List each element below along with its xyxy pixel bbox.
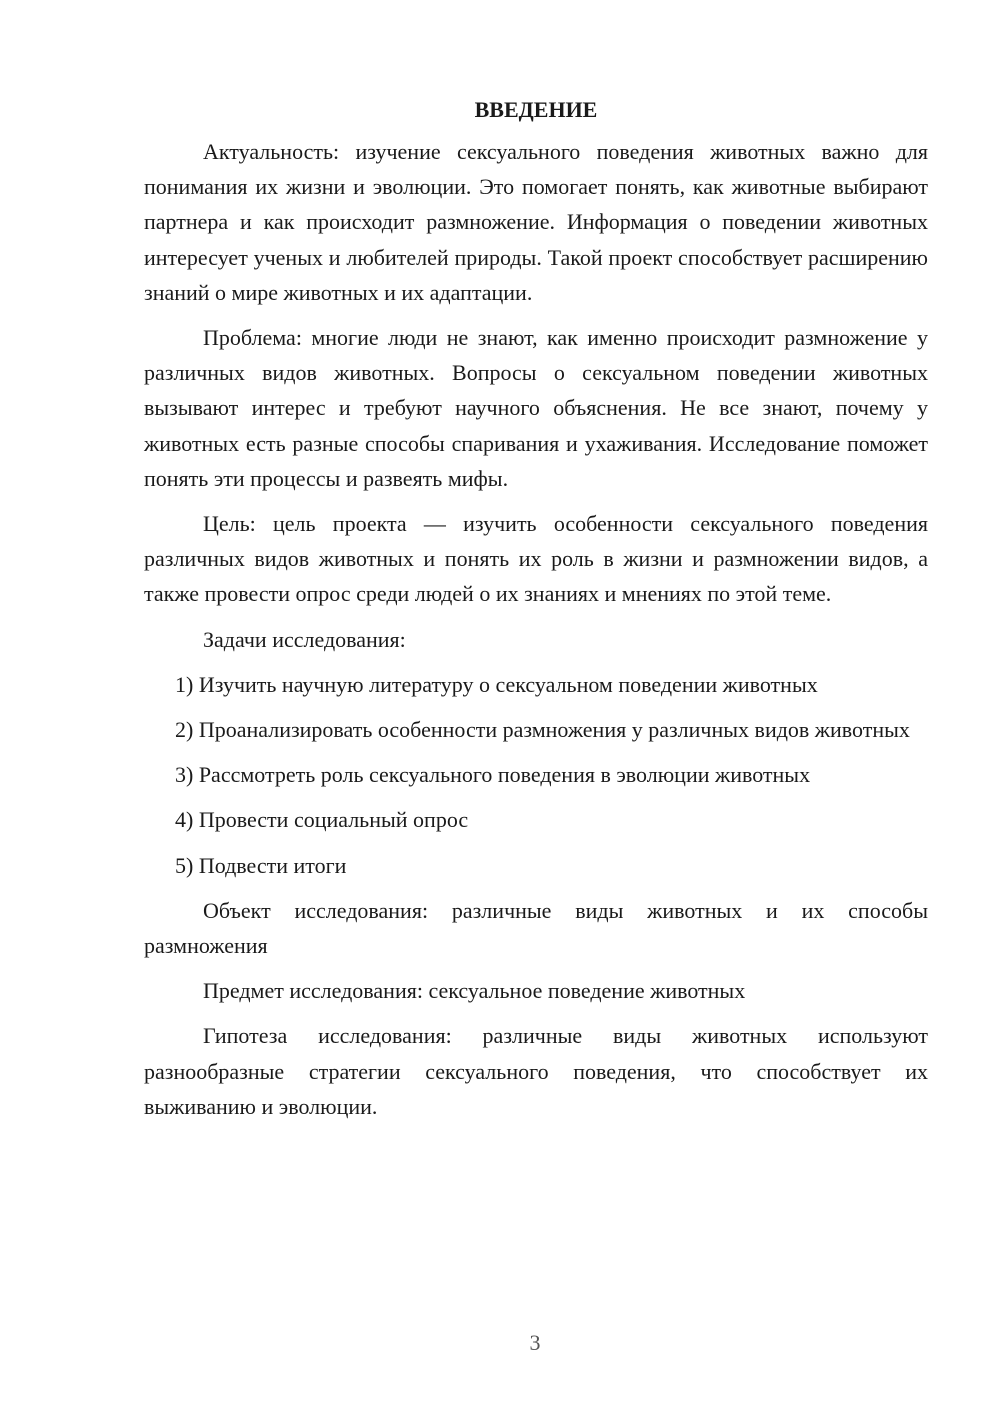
page-title: ВВЕДЕНИЕ xyxy=(474,97,598,122)
page-number: 3 xyxy=(529,1330,541,1355)
document-page xyxy=(144,94,928,1134)
task-item: 3) Рассмотреть роль сексуального поведения в эволюции животных xyxy=(175,762,811,788)
subject-paragraph: Предмет исследования: сексуальное поведение животных xyxy=(203,978,746,1004)
goal-paragraph: Цель: цель проекта — изучить особенности сексуального поведения различных видов животных и понять их роль в жизни и размножении видов, а также провести опрос среди людей о их знаниях и мнениях по этой теме. xyxy=(144,511,928,607)
task-item: 2) Проанализировать особенности размножения у различных видов животных xyxy=(175,717,910,743)
tasks-heading: Задачи исследования: xyxy=(203,626,406,652)
problem-paragraph: Проблема: многие люди не знают, как именно происходит размножение у различных видов животных. Вопросы о сексуальном поведении животных вызывают интерес и требуют научного объяснения. Не все знают, почему у животных есть разные способы спаривания и ухаживания. Исследование поможет понять эти процессы и развеять мифы. xyxy=(144,325,928,491)
task-item: 4) Провести социальный опрос xyxy=(175,807,469,833)
relevance-paragraph: Актуальность: изучение сексуального поведения животных важно для понимания их жизни и эволюции. Это помогает понять, как животные выбирают партнера и как происходит размножение. Информация о поведении животных интересует ученых и любителей природы. Такой проект способствует расширению знаний о мире животных и их адаптации. xyxy=(144,139,928,305)
task-item: 5) Подвести итоги xyxy=(175,852,347,878)
task-item: 1) Изучить научную литературу о сексуальном поведении животных xyxy=(175,671,818,697)
hypothesis-paragraph: Гипотеза исследования: различные виды животных используют разнообразные стратегии сексуального поведения, что способствует их выживанию и эволюции. xyxy=(144,1023,928,1119)
object-paragraph: Объект исследования: различные виды животных и их способы размножения xyxy=(144,897,928,959)
